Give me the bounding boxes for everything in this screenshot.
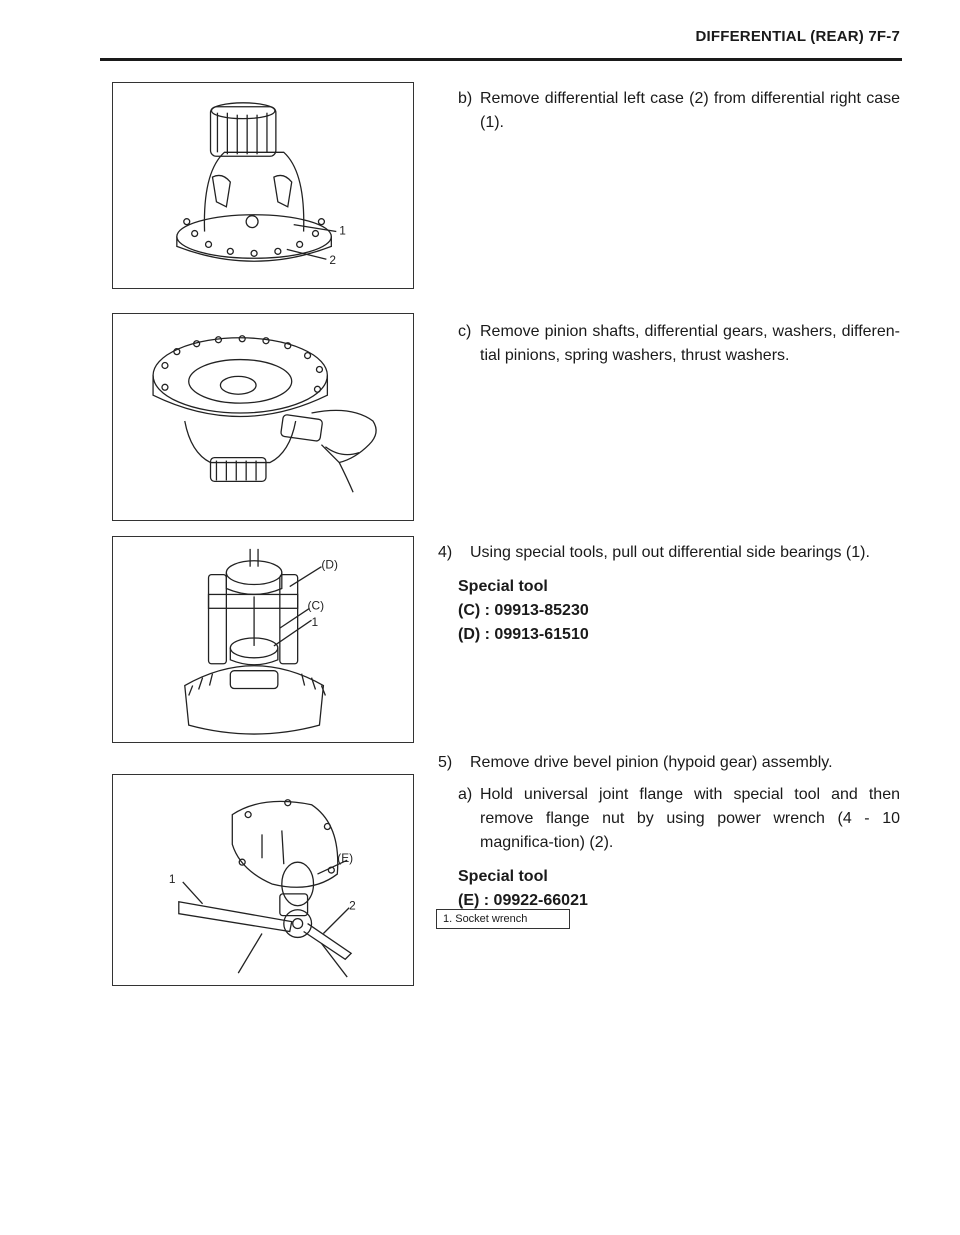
step-b <box>438 87 900 135</box>
figure-remove-pinion-shafts <box>112 313 414 521</box>
special-tool-label: Special tool <box>458 868 548 885</box>
callout-1: 1 <box>339 223 346 238</box>
step-4-number: 4) <box>438 544 453 561</box>
step-a-number: a) <box>458 786 473 803</box>
step-5-text: Remove drive bevel pinion (hypoid gear) assembly. <box>470 754 833 771</box>
step-c-text: Remove pinion shafts, differential gears, washers, differen-tial pinions, spring washers, thrust washers. <box>480 323 900 364</box>
bearing-puller-illustration <box>113 537 413 742</box>
step-c <box>438 320 900 368</box>
step-b-text: Remove differential left case (2) from differential right case (1). <box>480 90 900 131</box>
step-b-number: b) <box>458 90 473 107</box>
callout-1: 1 <box>311 615 319 630</box>
figure-differential-case <box>112 82 414 289</box>
callout-e: (E) <box>337 851 354 866</box>
figure-bearing-puller <box>112 536 414 743</box>
step-a <box>438 783 900 913</box>
special-tool-d: (D) : 09913-61510 <box>458 626 589 643</box>
special-tool-label: Special tool <box>458 578 548 595</box>
remove-pinion-illustration <box>113 314 413 520</box>
step-a-text: Hold universal joint flange with special tool and then remove flange nut by using power wrench (4 - 10 magnifica-tion) (2). <box>480 786 900 851</box>
figure-legend: 1. Socket wrench <box>436 909 570 929</box>
header-divider <box>100 58 902 61</box>
figure-flange-nut-removal <box>112 774 414 986</box>
callout-1: 1 <box>168 871 176 886</box>
flange-nut-illustration <box>113 775 413 985</box>
step-5 <box>438 751 900 775</box>
step-5-number: 5) <box>438 754 453 771</box>
page-header-title: DIFFERENTIAL (REAR) 7F-7 <box>695 28 900 45</box>
step-4-text: Using special tools, pull out differential side bearings (1). <box>470 544 870 561</box>
differential-case-illustration <box>113 83 413 288</box>
callout-2: 2 <box>349 898 356 913</box>
callout-2: 2 <box>329 253 336 268</box>
callout-d: (D) <box>321 557 338 572</box>
special-tool-c: (C) : 09913-85230 <box>458 602 589 619</box>
step-4 <box>438 541 900 647</box>
special-tool-e: (E) : 09922-66021 <box>458 892 588 909</box>
callout-c: (C) <box>307 598 325 613</box>
step-c-number: c) <box>458 323 472 340</box>
